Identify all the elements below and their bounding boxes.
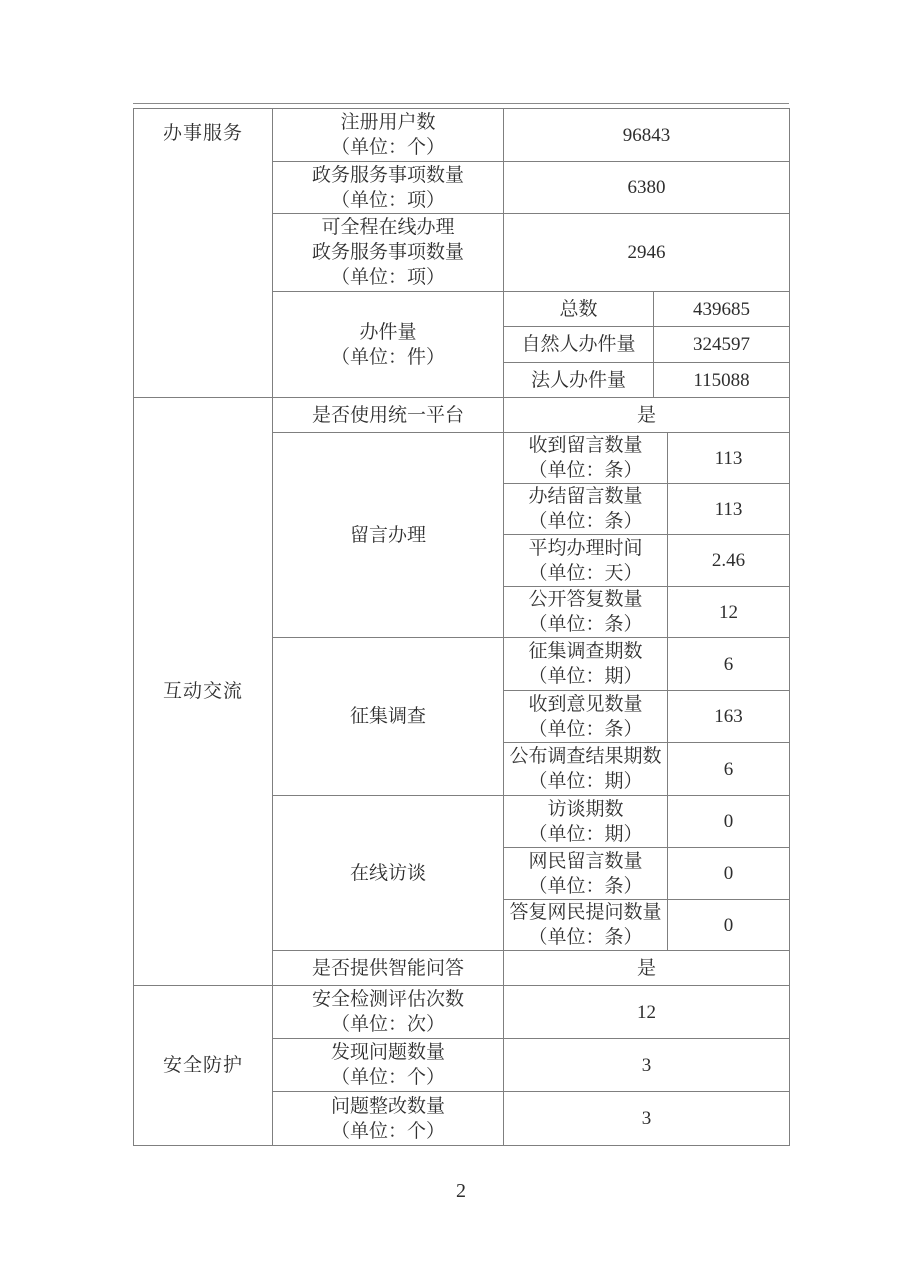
label-unit: （单位：件）	[330, 346, 445, 368]
value-legal-person: 115088	[654, 363, 790, 398]
row-label-message-handling: 留言办理	[273, 433, 504, 638]
value-total: 439685	[654, 292, 790, 327]
table-row	[134, 109, 790, 162]
label-unit: （单位：条）	[528, 614, 643, 635]
row-label-service-items	[273, 162, 504, 214]
value-problems-found: 3	[504, 1039, 790, 1092]
label-line: 安全检测评估次数	[311, 989, 464, 1010]
value-results-published: 6	[668, 743, 790, 796]
label-line: 平均办理时间	[528, 537, 643, 559]
label-unit: （单位：天）	[528, 562, 643, 584]
label-line: 公开答复数量	[528, 589, 643, 610]
row-label-security-checks	[273, 986, 504, 1039]
label-line: 征集调查期数	[528, 641, 643, 662]
value-opinions-received: 163	[668, 691, 790, 743]
sublabel-messages-received	[504, 433, 668, 484]
label-unit: （单位：条）	[528, 875, 643, 897]
value-survey-periods: 6	[668, 638, 790, 691]
label-line: 办结留言数量	[528, 486, 643, 507]
label-line: 政务服务事项数量	[311, 164, 464, 186]
value-interview-periods: 0	[668, 796, 790, 848]
sublabel-netizen-messages	[504, 848, 668, 900]
sublabel-public-replies	[504, 587, 668, 638]
label-line: 答复网民提问数量	[509, 902, 662, 923]
table-row	[134, 986, 790, 1039]
value-problems-fixed: 3	[504, 1092, 790, 1146]
sublabel-average-time	[504, 535, 668, 587]
value-average-time: 2.46	[668, 535, 790, 587]
row-label-online-items	[273, 214, 504, 292]
label-unit: （单位：期）	[528, 666, 643, 687]
label-unit: （单位：条）	[528, 927, 643, 948]
value-natural-person: 324597	[654, 327, 790, 363]
label-unit: （单位：个）	[330, 137, 445, 158]
label-line: 访谈期数	[547, 798, 624, 820]
sublabel-messages-resolved	[504, 484, 668, 535]
value-smart-qa: 是	[504, 951, 790, 986]
label-unit: （单位：项）	[330, 267, 445, 288]
value-registered-users: 96843	[504, 109, 790, 162]
label-unit: （单位：项）	[330, 189, 445, 211]
value-online-items: 2946	[504, 214, 790, 292]
table-continuation-border	[133, 103, 789, 104]
label-unit: （单位：条）	[528, 460, 643, 481]
label-line: 收到留言数量	[528, 435, 643, 456]
sublabel-survey-periods	[504, 638, 668, 691]
section-label-interaction: 互动交流	[134, 398, 273, 986]
sublabel-interview-periods	[504, 796, 668, 848]
label-unit: （单位：期）	[528, 771, 643, 792]
sublabel-natural-person: 自然人办件量	[504, 327, 654, 363]
label-line: 公布调查结果期数	[509, 746, 662, 767]
label-line: 办件量	[359, 321, 417, 343]
value-messages-resolved: 113	[668, 484, 790, 535]
label-line: 政务服务事项数量	[311, 242, 464, 263]
row-label-problems-found	[273, 1039, 504, 1092]
row-label-survey: 征集调查	[273, 638, 504, 796]
label-unit: （单位：次）	[330, 1014, 445, 1035]
label-line: 收到意见数量	[528, 693, 643, 715]
table-row	[134, 398, 790, 433]
sublabel-total: 总数	[504, 292, 654, 327]
sublabel-questions-answered	[504, 900, 668, 951]
label-line: 发现问题数量	[330, 1042, 445, 1063]
row-label-online-interview: 在线访谈	[273, 796, 504, 951]
label-unit: （单位：条）	[528, 511, 643, 532]
label-line: 可全程在线办理	[321, 217, 455, 238]
value-unified-platform: 是	[504, 398, 790, 433]
row-label-smart-qa: 是否提供智能问答	[273, 951, 504, 986]
value-questions-answered: 0	[668, 900, 790, 951]
row-label-problems-fixed	[273, 1092, 504, 1146]
label-line: 网民留言数量	[528, 850, 643, 872]
value-security-checks: 12	[504, 986, 790, 1039]
row-label-registered-users	[273, 109, 504, 162]
label-line: 问题整改数量	[330, 1095, 445, 1117]
label-unit: （单位：个）	[330, 1120, 445, 1142]
label-unit: （单位：条）	[528, 718, 643, 740]
value-messages-received: 113	[668, 433, 790, 484]
label-line: 注册用户数	[340, 112, 436, 133]
value-service-items: 6380	[504, 162, 790, 214]
value-netizen-messages: 0	[668, 848, 790, 900]
sublabel-legal-person: 法人办件量	[504, 363, 654, 398]
section-label-service: 办事服务	[134, 109, 273, 398]
label-unit: （单位：个）	[330, 1067, 445, 1088]
row-label-cases-handled	[273, 292, 504, 398]
section-label-security: 安全防护	[134, 986, 273, 1146]
label-unit: （单位：期）	[528, 823, 643, 845]
sublabel-results-published	[504, 743, 668, 796]
report-table	[133, 108, 790, 1146]
sublabel-opinions-received	[504, 691, 668, 743]
page-number: 2	[456, 1180, 466, 1202]
value-public-replies: 12	[668, 587, 790, 638]
row-label-unified-platform: 是否使用统一平台	[273, 398, 504, 433]
